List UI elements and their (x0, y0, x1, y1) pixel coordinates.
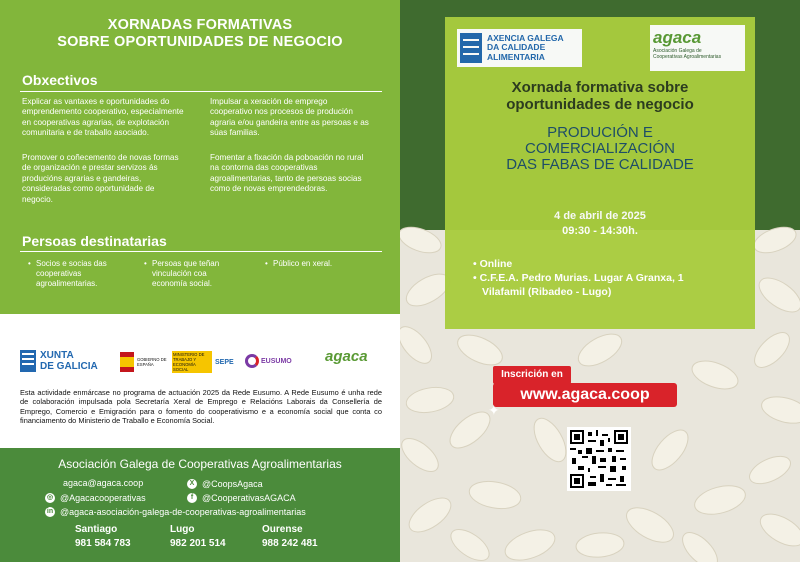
facebook-handle: @CooperativasAGACA (202, 493, 296, 503)
agaca-header-logo (650, 25, 745, 71)
ministerio-logo (120, 351, 234, 373)
registration-link[interactable]: www.agaca.coop (493, 383, 677, 407)
objectives-heading: Obxectivos (22, 72, 98, 88)
agaca-logo-text: agaca (325, 348, 368, 365)
location-online: • Online (473, 258, 513, 270)
audience-item: • Persoas que teñan vinculación coa economía social. (152, 259, 236, 289)
linkedin-icon: in (46, 508, 54, 515)
email-text: agaca@agaca.coop (63, 478, 144, 488)
office-phone: 988 242 481 (262, 538, 318, 549)
sponsor-logos (0, 314, 400, 384)
xunta-text-2: DE GALICIA (40, 361, 98, 372)
agaca-sub-2: Cooperativas Agroalimentarias (653, 54, 722, 60)
eusumo-circle-icon (245, 354, 259, 368)
axencia-logo (457, 29, 582, 67)
x-contact[interactable] (187, 479, 263, 489)
office-phone: 981 584 783 (75, 538, 131, 549)
agaca-logo (325, 348, 368, 365)
legal-text: Esta actividade enmárcase no programa de actuación 2025 da Rede Eusumo. A Rede Eusumo é unha rede de colaboración impulsada pola Secretaría Xeral de Emprego e Relacións Laborais da Consellería de Emprego, Comercio e Emigración para o fomento do cooperativismo e a economía social que conta co financiamento do Ministerio de Traballo e Economía Social. (20, 388, 382, 425)
event-title-1: Xornada formativa sobre (511, 79, 689, 96)
x-handle: @CoopsAgaca (202, 479, 263, 489)
sepe-text: SEPE (215, 358, 234, 366)
x-icon: X (187, 479, 197, 489)
xunta-shield-icon (20, 350, 36, 372)
audience-divider (20, 251, 382, 252)
audience-item: • Público en xeral. (273, 259, 363, 269)
ministerio-text: MINISTERIO DE TRABAJO Y ECONOMÍA SOCIAL (172, 351, 212, 373)
instagram-icon: ◎ (46, 494, 54, 501)
gobierno-text: GOBIERNO DE ESPAÑA (137, 357, 167, 367)
xunta-logo (20, 350, 98, 372)
eusumo-logo (245, 354, 292, 368)
audience-item: • Socios e socias das cooperativas agroalimentarias. (36, 259, 120, 289)
event-subtitle-2: COMERCIALIZACIÓN (524, 140, 675, 157)
contact-footer (0, 448, 400, 562)
event-title-2: oportunidades de negocio (506, 96, 694, 113)
linkedin-handle: @agaca-asociación-galega-de-cooperativas-agroalimentarias (60, 507, 306, 517)
location-town: Vilafamil (Ribadeo - Lugo) (482, 286, 612, 298)
office-city: Ourense (262, 524, 303, 535)
office-city: Lugo (170, 524, 195, 535)
instagram-handle: @Agacacooperativas (60, 493, 146, 503)
objectives-divider (20, 91, 382, 92)
objective-1: Explicar as vantaxes e oportunidades do emprendemento cooperativo, especialmente en cooperativas agrarias, de explotación comunitaria e de traballo asociado. (22, 97, 184, 138)
axencia-text-1: AXENCIA GALEGA (487, 32, 564, 43)
office-phone: 982 201 514 (170, 538, 226, 549)
event-subtitle (445, 125, 755, 173)
linkedin-contact[interactable] (45, 507, 306, 517)
org-name: Asociación Galega de Cooperativas Agroalimentarias (58, 457, 342, 471)
brochure-title (0, 17, 400, 51)
location-venue: • C.F.E.A. Pedro Murias. Lugar A Granxa, 1 (473, 272, 684, 284)
right-page (400, 0, 800, 562)
location-online-text: Online (479, 258, 513, 270)
eusumo-text: EUSUMO (261, 357, 292, 365)
event-panel (445, 17, 755, 329)
info-section (0, 0, 400, 314)
qr-code[interactable] (567, 427, 631, 491)
event-subtitle-1: PRODUCIÓN E (547, 124, 653, 141)
office-city: Santiago (75, 524, 118, 535)
event-time: 09:30 - 14:30h. (562, 225, 638, 237)
title-line-1: XORNADAS FORMATIVAS (107, 17, 293, 33)
inscription-label: Inscrición en (493, 366, 571, 384)
axencia-text-2: DA CALIDADE (487, 42, 546, 53)
instagram-contact[interactable] (45, 493, 146, 503)
event-subtitle-3: DAS FABAS DE CALIDADE (506, 156, 694, 173)
objective-4: Fomentar a fixación da poboación no rural na contorna das cooperativas agroalimentarias, tanto de persoas socias como de novas emprendedoras. (210, 153, 364, 194)
event-location (473, 257, 743, 299)
title-line-2: SOBRE OPORTUNIDADES DE NEGOCIO (57, 34, 343, 50)
spain-crest-icon (120, 352, 134, 372)
event-date: 4 de abril de 2025 (554, 210, 646, 222)
galicia-shield-icon (460, 33, 482, 63)
audience-heading: Persoas destinatarias (22, 233, 167, 249)
event-title (445, 79, 755, 113)
objective-3: Promover o coñecemento de novas formas de organización e prestar servizos ás producións agrarias e gandeiras, consideradas como oportunidade de negocio. (22, 153, 179, 204)
email-contact[interactable] (63, 478, 143, 488)
agaca-header-text: agaca (653, 28, 702, 47)
facebook-icon: f (187, 493, 197, 503)
location-venue-text: C.F.E.A. Pedro Murias. Lugar A Granxa, 1 (479, 272, 684, 284)
axencia-text-3: ALIMENTARIA (487, 51, 545, 62)
xunta-text-1: XUNTA (40, 350, 74, 361)
objective-2: Impulsar a xeración de emprego cooperativo nos procesos de produción agraria e/ou gandeira entre as persoas e as súas familias. (210, 97, 369, 138)
pointer-icon: ✦ (488, 402, 500, 418)
agaca-sub-1: Asociación Galega de (653, 48, 702, 54)
facebook-contact[interactable] (187, 493, 296, 503)
qr-code-icon (570, 430, 628, 488)
